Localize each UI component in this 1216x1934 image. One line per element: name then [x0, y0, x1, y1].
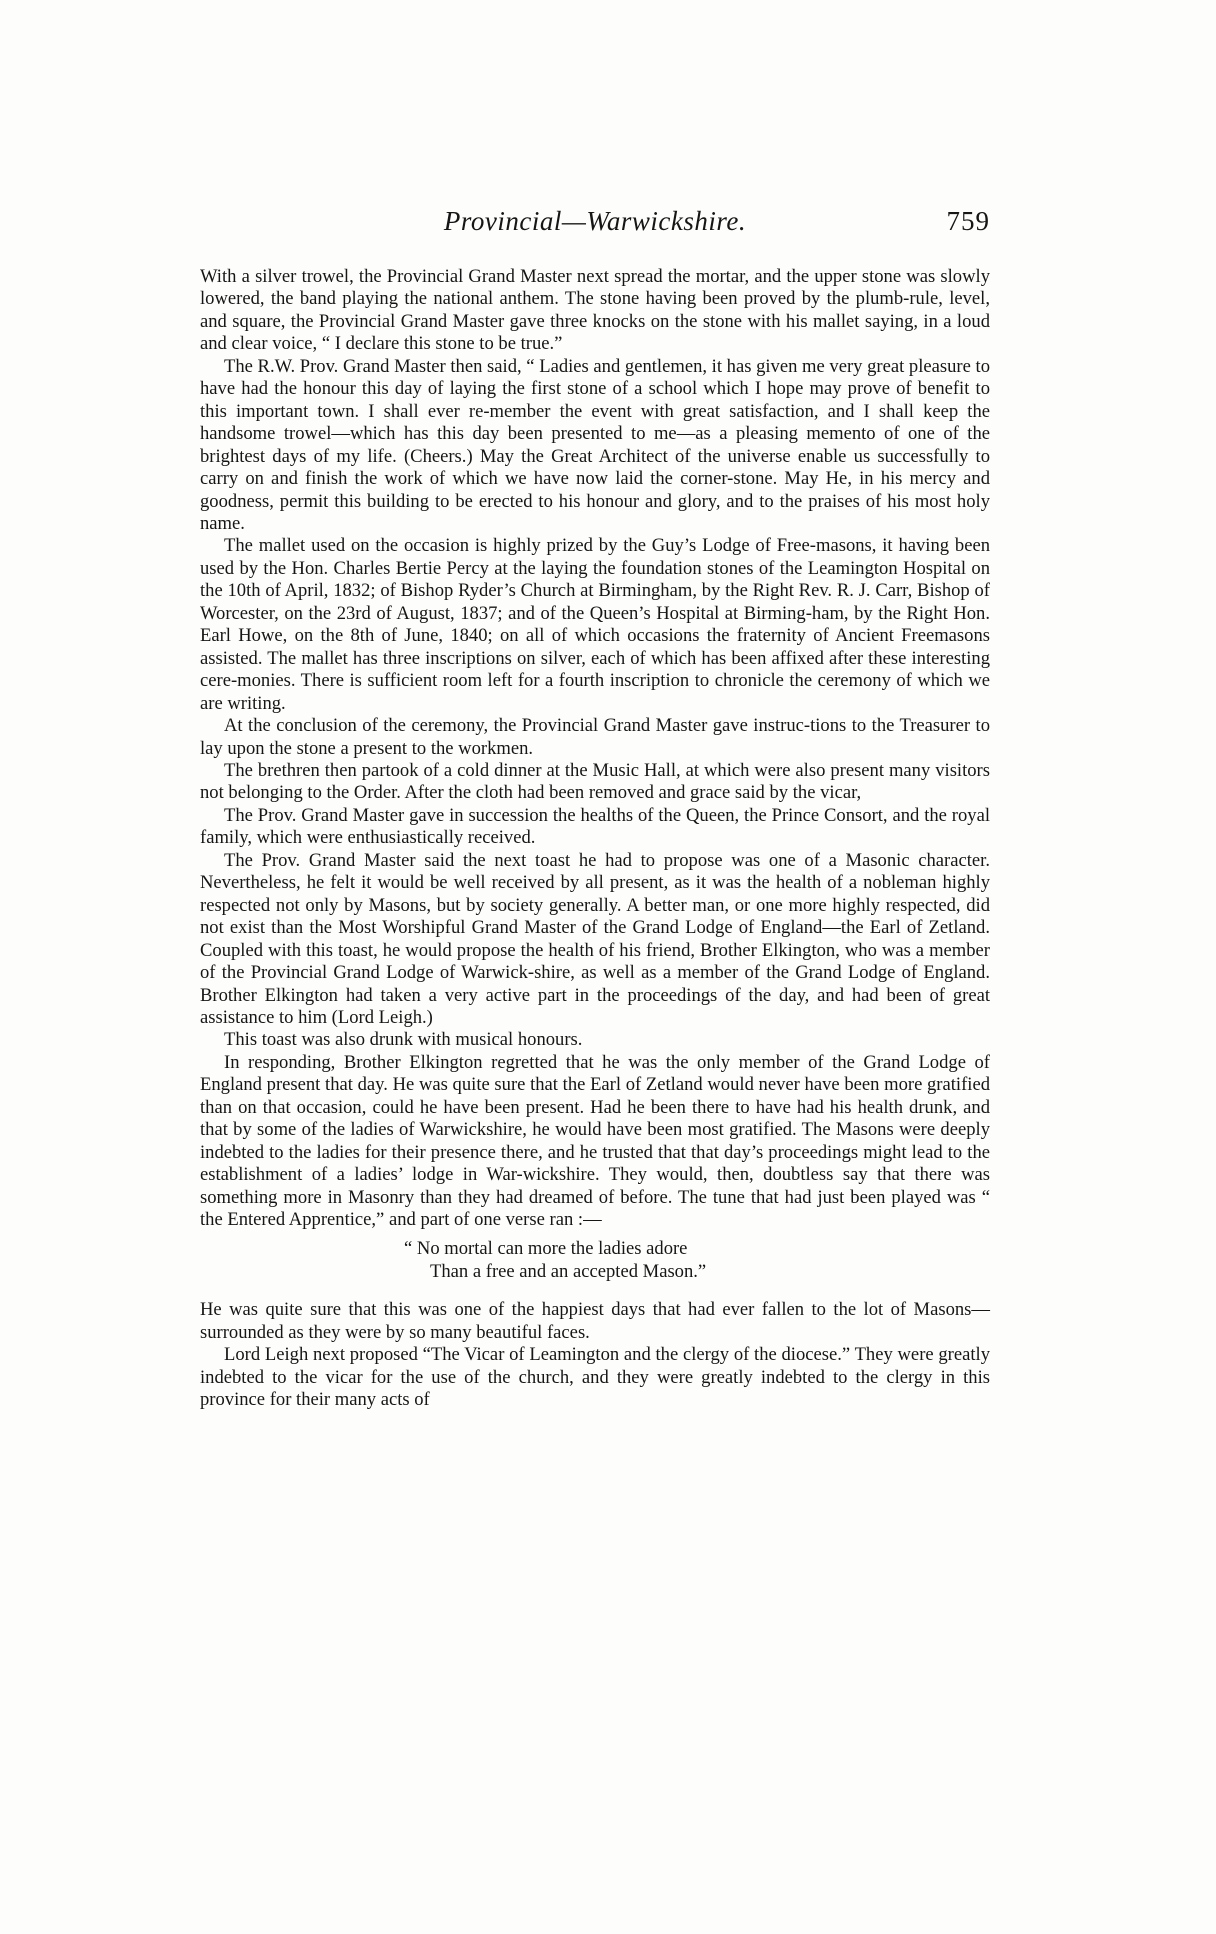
paragraph-healths: The Prov. Grand Master gave in succession the healths of the Queen, the Prince Consort, and the royal family, which were enthusiastically received. [200, 804, 990, 849]
verse-quote [200, 1237, 990, 1283]
page-number: 759 [946, 206, 990, 236]
body-text [200, 266, 990, 1412]
paragraph-after-verse: He was quite sure that this was one of the happiest days that had ever fallen to the lot of Masons—surrounded as they were by so many beautiful faces. [200, 1299, 990, 1343]
verse-line: “ No mortal can more the ladies adore [404, 1238, 688, 1260]
paragraph-elkington-response: In responding, Brother Elkington regretted that he was the only member of the Grand Lodge of England present that day. He was quite sure that the Earl of Zetland would never have been more gratified than on that occasion, could he have been present. Had he been there to have had his health drunk, and that by some of the ladies of Warwickshire, he would have been most gratified. The Masons were deeply indebted to the ladies for their presence there, and he trusted that that day’s proceedings might lead to the establishment of a ladies’ lodge in War-wickshire. They would, then, doubtless say that there was something more in Masonry than they had dreamed of before. The tune that had just been played was “ the Entered Apprentice,” and part of one verse ran :— [200, 1051, 990, 1231]
paragraph-grand-master-speech: The R.W. Prov. Grand Master then said, “ Ladies and gentlemen, it has given me very great pleasure to have had the honour this day of laying the first stone of a school which I hope may prove of benefit to this important town. I shall ever re-member the event with great satisfaction, and I shall keep the handsome trowel—which has this day been presented to me—as a pleasing memento of one of the brightest days of my life. (Cheers.) May the Great Architect of the universe enable us successfully to carry on and finish the work of which we have now laid the corner-stone. May He, in his mercy and goodness, permit this building to be erected to his honour and glory, and to the praises of his most holy name. [200, 355, 990, 534]
paragraph-mallet: The mallet used on the occasion is highly prized by the Guy’s Lodge of Free-masons, it having been used by the Hon. Charles Bertie Percy at the laying the foundation stones of the Leamington Hospital on the 10th of April, 1832; of Bishop Ryder’s Church at Birmingham, by the Right Rev. R. J. Carr, Bishop of Worcester, on the 23rd of August, 1837; and of the Queen’s Hospital at Birming-ham, by the Right Hon. Earl Howe, on the 8th of June, 1840; on all of which occasions the fraternity of Ancient Freemasons assisted. The mallet has three inscriptions on silver, each of which has been affixed after these interesting cere-monies. There is sufficient room left for a fourth inscription to chronicle the ceremony of which we are writing. [200, 535, 990, 714]
paragraph-vicar-toast: Lord Leigh next proposed “The Vicar of Leamington and the clergy of the diocese.” They were greatly indebted to the vicar for the use of the church, and they were greatly indebted to the clergy in this province for their many acts of [200, 1344, 990, 1411]
paragraph-musical-honours: This toast was also drunk with musical honours. [224, 1029, 583, 1051]
paragraph-trowel: With a silver trowel, the Provincial Grand Master next spread the mortar, and the upper stone was slowly lowered, the band playing the national anthem. The stone having been proved by the plumb-rule, level, and square, the Provincial Grand Master gave three knocks on the stone with his mallet saying, in a loud and clear voice, “ I declare this stone to be true.” [200, 266, 990, 355]
paragraph-conclusion: At the conclusion of the ceremony, the Provincial Grand Master gave instruc-tions to the Treasurer to lay upon the stone a present to the workmen. [200, 715, 990, 759]
paragraph-masonic-toast: The Prov. Grand Master said the next toast he had to propose was one of a Masonic character. Nevertheless, he felt it would be well received by all present, as it was the health of a nobleman highly respected not only by Masons, but by society generally. A better man, or one more highly respected, did not exist than the Most Worshipful Grand Master of the Grand Lodge of England—the Earl of Zetland. Coupled with this toast, he would propose the health of his friend, Brother Elkington, who was a member of the Provincial Grand Lodge of Warwick-shire, as well as a member of the Grand Lodge of England. Brother Elkington had taken a very active part in the proceedings of the day, and had been of great assistance to him (Lord Leigh.) [200, 849, 990, 1028]
running-header [200, 206, 990, 246]
verse-line: Than a free and an accepted Mason.” [430, 1261, 707, 1283]
paragraph-dinner: The brethren then partook of a cold dinner at the Music Hall, at which were also present many visitors not belonging to the Order. After the cloth had been removed and grace said by the vicar, [200, 759, 990, 804]
running-title: Provincial—Warwickshire. [443, 206, 747, 236]
